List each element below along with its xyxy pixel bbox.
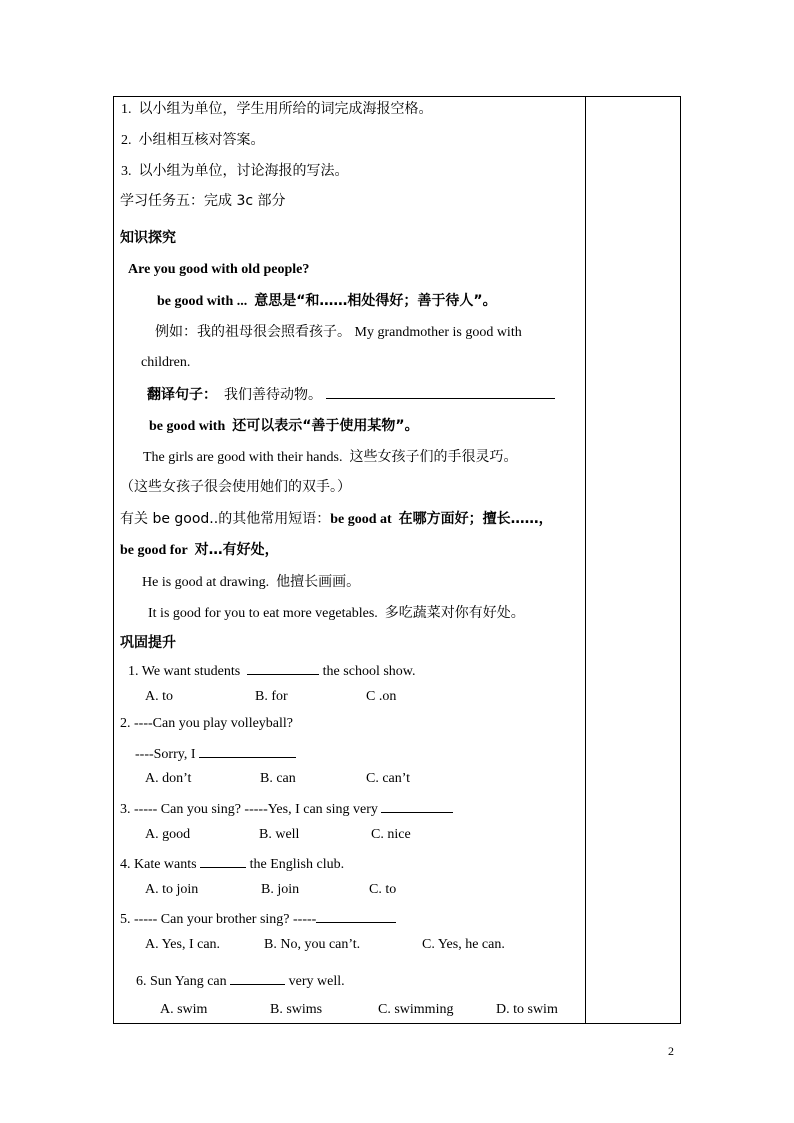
phrase: be good at bbox=[330, 512, 392, 527]
vegetables-line bbox=[148, 604, 525, 623]
step-text: 以小组为单位，讨论海报的写法。 bbox=[138, 163, 349, 179]
example-en-cont: children. bbox=[141, 355, 191, 370]
option[interactable]: B. for bbox=[255, 689, 288, 704]
question-2-reply bbox=[135, 743, 296, 764]
translate-line bbox=[147, 384, 555, 405]
example-line bbox=[155, 323, 522, 342]
option[interactable]: A. to join bbox=[145, 882, 199, 897]
option[interactable]: A. to bbox=[145, 689, 173, 704]
column-divider bbox=[585, 96, 586, 1024]
drawing-en: He is good at drawing. bbox=[142, 575, 270, 590]
phrase-meaning: 还可以表示“善于使用某物”。 bbox=[232, 418, 419, 434]
girls-line bbox=[143, 448, 517, 467]
phrase-meaning: 在哪方面好；擅长……， bbox=[398, 511, 553, 527]
question-text: the school show. bbox=[322, 664, 416, 679]
step-3 bbox=[121, 162, 349, 181]
step-number: 2. bbox=[121, 133, 132, 148]
option[interactable]: A. swim bbox=[160, 1002, 208, 1017]
translate-text: 我们善待动物。 bbox=[224, 387, 322, 403]
task-5-heading: 学习任务五：完成 3c 部分 bbox=[120, 193, 286, 209]
answer-blank[interactable] bbox=[326, 384, 555, 399]
question-text: 6. Sun Yang can bbox=[136, 974, 227, 989]
example-cn: 例如：我的祖母很会照看孩子。 bbox=[155, 324, 351, 340]
option[interactable]: A. Yes, I can. bbox=[145, 937, 221, 952]
step-number: 1. bbox=[121, 102, 132, 117]
phrase: be good with ... bbox=[157, 294, 248, 309]
girls-en: The girls are good with their hands. bbox=[143, 450, 343, 465]
question-1 bbox=[128, 660, 415, 681]
answer-blank[interactable] bbox=[316, 908, 396, 923]
step-text: 小组相互核对答案。 bbox=[138, 132, 265, 148]
question-text: 1. We want students bbox=[128, 664, 241, 679]
other-prefix: 有关 be good..的其他常用短语： bbox=[120, 511, 331, 527]
option[interactable]: A. don’t bbox=[145, 771, 192, 786]
option[interactable]: B. No, you can’t. bbox=[264, 937, 361, 952]
step-text: 以小组为单位，学生用所给的词完成海报空格。 bbox=[138, 101, 433, 117]
drawing-cn: 他擅长画画。 bbox=[276, 574, 361, 590]
phrase-meaning: 意思是“和……相处得好；善于待人”。 bbox=[254, 293, 497, 309]
phrase-meaning: 对…有好处， bbox=[194, 542, 279, 558]
question-text: very well. bbox=[288, 974, 345, 989]
girls-cn-note: （这些女孩子很会使用她们的双手。） bbox=[120, 479, 351, 495]
option[interactable]: C. nice bbox=[371, 827, 411, 842]
other-phrases-line bbox=[120, 510, 553, 529]
practice-title: 巩固提升 bbox=[120, 635, 176, 651]
question-2: 2. ----Can you play volleyball? bbox=[120, 716, 294, 731]
question-main: Are you good with old people? bbox=[128, 262, 310, 277]
question-6 bbox=[136, 970, 345, 991]
be-good-with-line bbox=[157, 292, 497, 311]
option[interactable]: D. to swim bbox=[496, 1002, 558, 1017]
answer-blank[interactable] bbox=[381, 798, 453, 813]
option[interactable]: C. swimming bbox=[378, 1002, 454, 1017]
step-2 bbox=[121, 131, 265, 150]
page-number: 2 bbox=[668, 1044, 674, 1058]
phrase: be good for bbox=[120, 543, 188, 558]
option[interactable]: B. can bbox=[260, 771, 296, 786]
step-1 bbox=[121, 100, 433, 119]
question-4 bbox=[120, 853, 344, 874]
girls-cn: 这些女孩子们的手很灵巧。 bbox=[349, 449, 518, 465]
translate-label: 翻译句子： bbox=[147, 387, 217, 403]
question-text: the English club. bbox=[249, 857, 345, 872]
question-5 bbox=[120, 908, 396, 929]
answer-blank[interactable] bbox=[199, 743, 296, 758]
question-text: 4. Kate wants bbox=[120, 857, 197, 872]
veg-en: It is good for you to eat more vegetables. bbox=[148, 606, 378, 621]
option[interactable]: A. good bbox=[145, 827, 191, 842]
answer-blank[interactable] bbox=[230, 970, 285, 985]
option[interactable]: C. Yes, he can. bbox=[422, 937, 505, 952]
veg-cn: 多吃蔬菜对你有好处。 bbox=[384, 605, 525, 621]
question-text: 3. ----- Can you sing? -----Yes, I can sing very bbox=[120, 802, 378, 817]
be-good-for-line bbox=[120, 541, 279, 560]
be-good-with-line-2 bbox=[149, 417, 419, 436]
option[interactable]: B. well bbox=[259, 827, 300, 842]
option[interactable]: C. to bbox=[369, 882, 397, 897]
question-text: ----Sorry, I bbox=[135, 747, 196, 762]
drawing-line bbox=[142, 573, 360, 592]
option[interactable]: B. join bbox=[261, 882, 300, 897]
answer-blank[interactable] bbox=[247, 660, 319, 675]
answer-blank[interactable] bbox=[200, 853, 246, 868]
example-en: My grandmother is good with bbox=[354, 325, 522, 340]
knowledge-title: 知识探究 bbox=[120, 230, 176, 246]
option[interactable]: C .on bbox=[366, 689, 397, 704]
option[interactable]: B. swims bbox=[270, 1002, 323, 1017]
step-number: 3. bbox=[121, 164, 132, 179]
option[interactable]: C. can’t bbox=[366, 771, 411, 786]
question-3 bbox=[120, 798, 453, 819]
phrase: be good with bbox=[149, 419, 226, 434]
question-text: 5. ----- Can your brother sing? ----- bbox=[120, 912, 317, 927]
